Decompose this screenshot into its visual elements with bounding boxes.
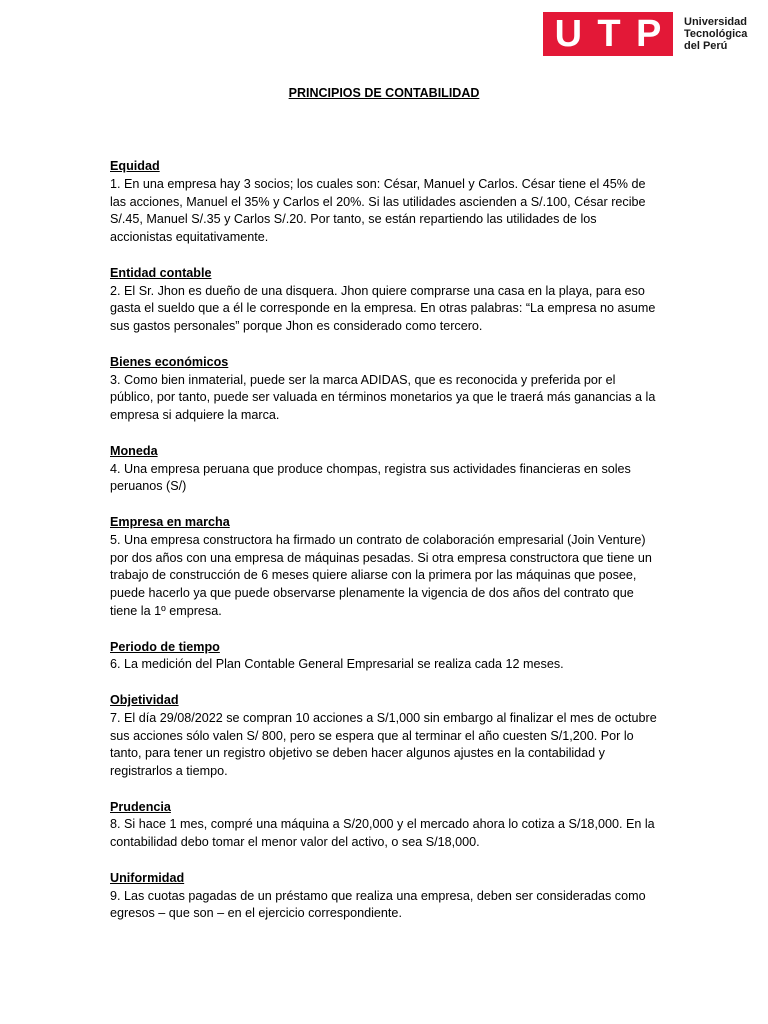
section-text: 7. El día 29/08/2022 se compran 10 acciones a S/1,000 sin embargo al finalizar el mes de octubre sus acciones sólo valen S/ 800, pero se espera que al terminar el año cuesten S/1,200. Por lo tanto, para tener un registro objetivo se deben hacer algunos ajustes en la contabilidad y registrarlos a tiempo.	[110, 710, 657, 779]
section-prudencia	[110, 799, 660, 852]
section-heading: Moneda	[110, 443, 158, 458]
section-text: 4. Una empresa peruana que produce chompas, registra sus actividades financieras en soles peruanos (S/)	[110, 461, 631, 494]
section-text: 8. Si hace 1 mes, compré una máquina a S/20,000 y el mercado ahora lo cotiza a S/18,000. En la contabilidad debo tomar el menor valor del activo, o sea S/18,000.	[110, 817, 655, 850]
section-text: 2. El Sr. Jhon es dueño de una disquera. Jhon quiere comprarse una casa en la playa, para eso gasta el sueldo que a él le corresponde en la empresa. En otras palabras: “La empresa no asume sus gastos personales” porque Jhon es considerado como tercero.	[110, 283, 656, 334]
utp-logo	[543, 12, 747, 56]
section-text: 3. Como bien inmaterial, puede ser la marca ADIDAS, que es reconocida y preferida por el público, por tanto, puede ser valuada en términos monetarios ya que le traerá más ganancias a la empresa si adquiere la marca.	[110, 372, 656, 423]
logo-wordmark	[684, 16, 747, 52]
section-uniformidad	[110, 870, 660, 923]
logo-line-1: Universidad	[684, 16, 747, 28]
logo-letter-u: U	[554, 13, 583, 55]
document-title: PRINCIPIOS DE CONTABILIDAD	[288, 86, 480, 100]
utp-logo-mark	[543, 12, 673, 56]
logo-letter-t: T	[597, 13, 621, 55]
section-empresa-en-marcha	[110, 514, 660, 621]
section-moneda	[110, 443, 660, 496]
section-heading: Bienes económicos	[110, 354, 229, 369]
section-heading: Entidad contable	[110, 265, 212, 280]
section-heading: Equidad	[110, 159, 160, 173]
section-text: 1. En una empresa hay 3 socios; los cuales son: César, Manuel y Carlos. César tiene el 45% de las acciones, Manuel el 35% y Carlos el 20%. Si las utilidades ascienden a S/.100, César recibe S/.45, Manuel S/.35 y Carlos S/.20. Por tanto, se están repartiendo las utilidades de los accionistas equitativamente.	[110, 176, 646, 245]
document-body	[110, 158, 660, 941]
section-heading: Prudencia	[110, 799, 171, 814]
section-heading: Empresa en marcha	[110, 514, 230, 529]
logo-line-2: Tecnológica	[684, 28, 748, 40]
section-text: 9. Las cuotas pagadas de un préstamo que realiza una empresa, deben ser consideradas como egresos – que son – en el ejercicio correspondiente.	[110, 888, 646, 921]
section-entidad-contable	[110, 265, 660, 336]
section-equidad	[110, 158, 660, 247]
logo-line-3: del Perú	[684, 40, 728, 52]
section-text: 5. Una empresa constructora ha firmado un contrato de colaboración empresarial (Join Venture) por dos años con una empresa de máquinas pesadas. Si otra empresa constructora que tiene un trabajo de construcción de 6 meses quiere aliarse con la primera por las máquinas que posee, puede hacerlo ya que puede observarse plenamente la vigencia de dos años del contrato que tiene la 1º empresa.	[110, 532, 652, 618]
section-text: 6. La medición del Plan Contable General Empresarial se realiza cada 12 meses.	[110, 657, 564, 672]
section-heading: Periodo de tiempo	[110, 639, 220, 654]
logo-letter-p: P	[635, 13, 662, 55]
section-heading: Uniformidad	[110, 870, 185, 885]
section-heading: Objetividad	[110, 692, 179, 707]
section-bienes-economicos	[110, 354, 660, 425]
section-objetividad	[110, 692, 660, 781]
section-periodo-de-tiempo	[110, 639, 660, 675]
